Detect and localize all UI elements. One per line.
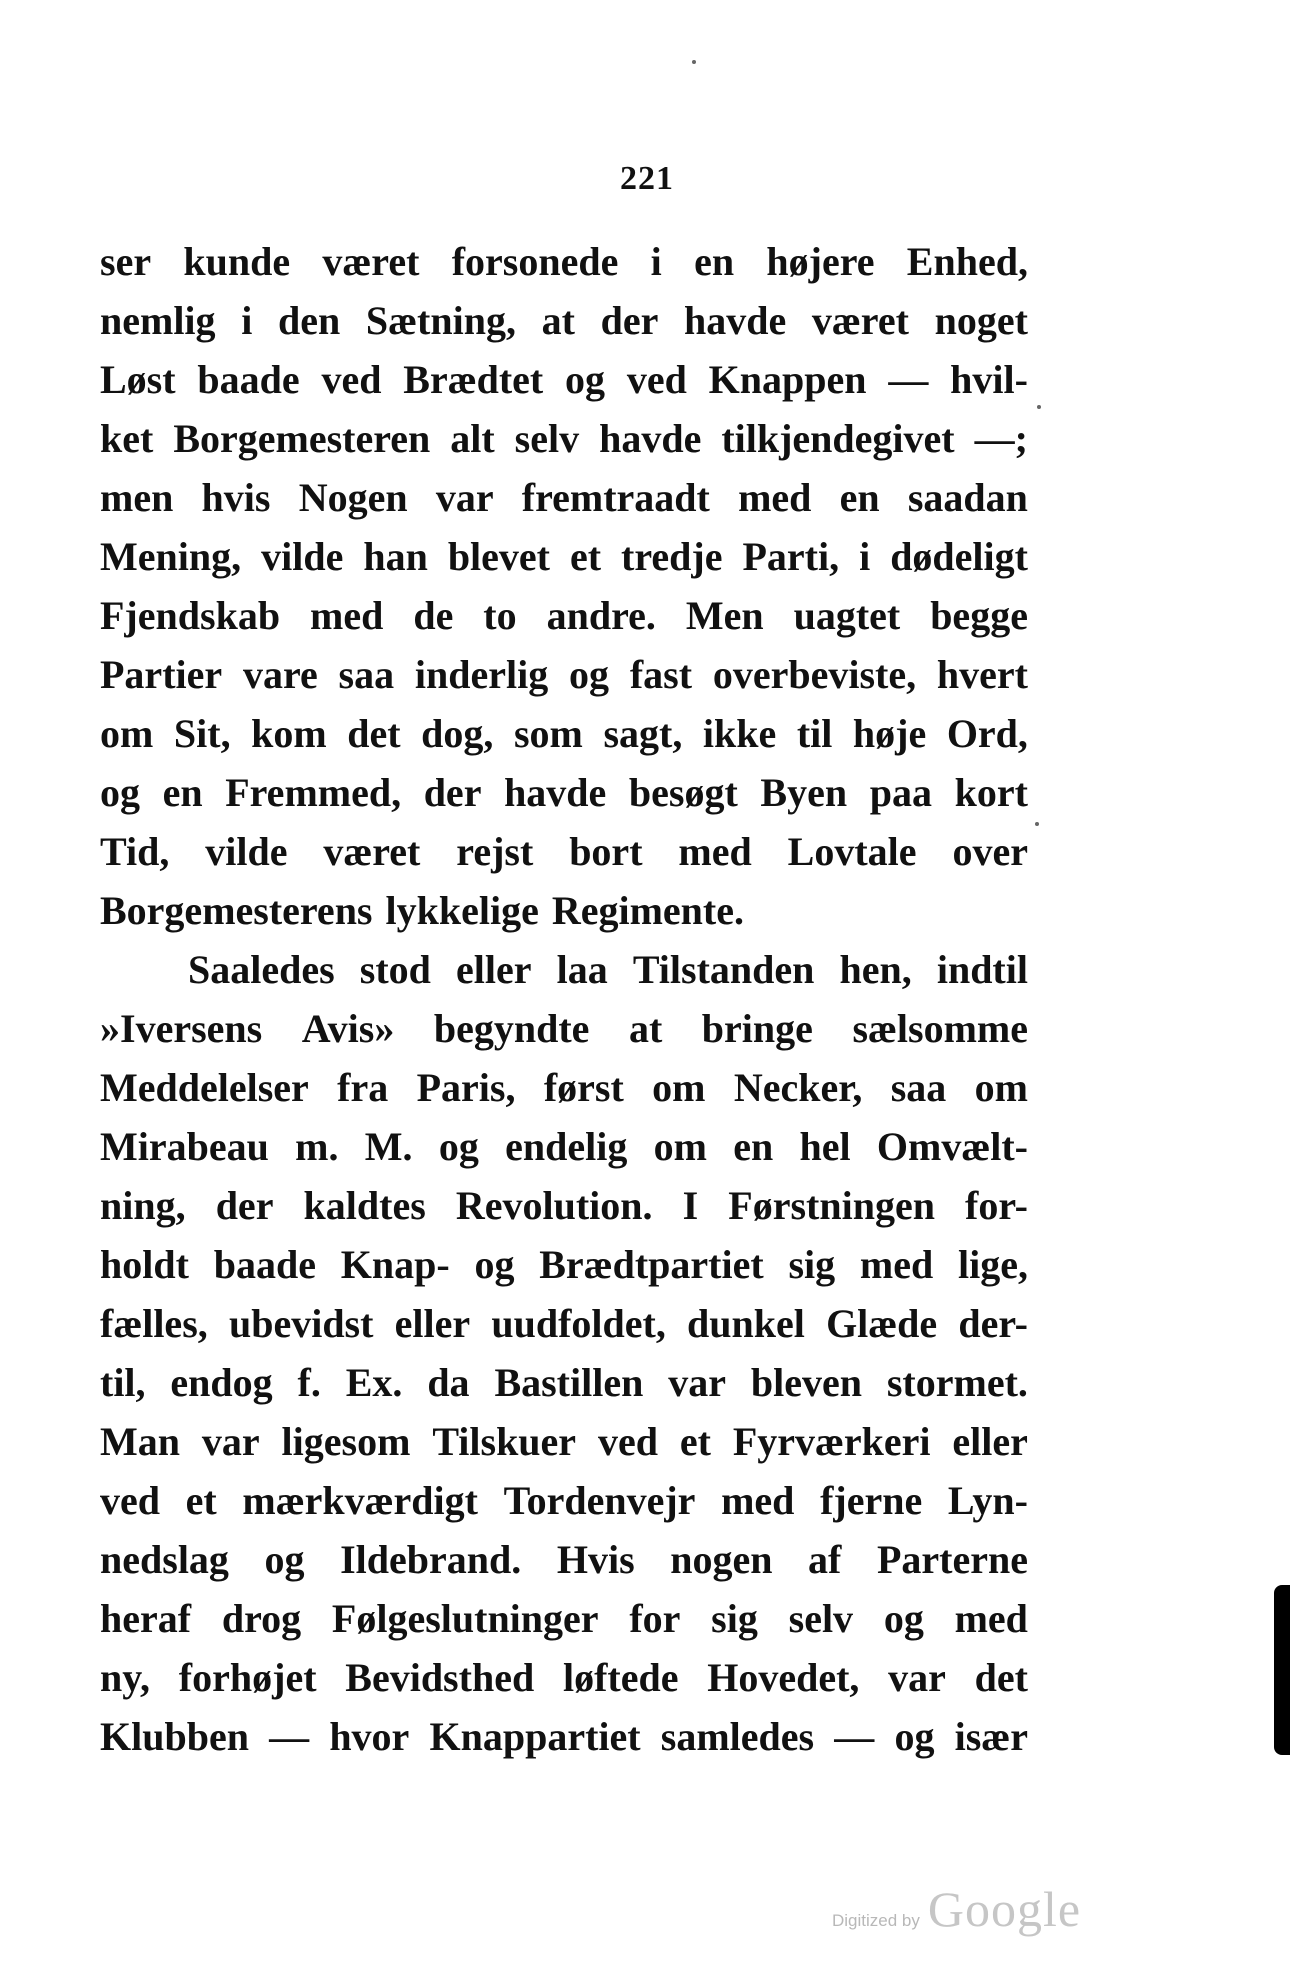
- word: i: [650, 239, 662, 284]
- word: dunkel: [687, 1301, 805, 1346]
- word: to: [483, 593, 517, 638]
- word: andre.: [546, 593, 656, 638]
- text-line: [100, 1707, 1028, 1766]
- word: der: [215, 1183, 274, 1228]
- word: Brædtet: [403, 357, 544, 402]
- text-line: [100, 527, 1028, 586]
- text-line: [100, 350, 1028, 409]
- word: noget: [934, 298, 1028, 343]
- word: Byen: [760, 770, 848, 815]
- text-line: [100, 822, 1028, 881]
- word: over: [952, 829, 1028, 874]
- word: sælsomme: [852, 1006, 1028, 1051]
- word: med: [859, 1242, 934, 1287]
- word: de: [413, 593, 454, 638]
- word: bringe: [701, 1006, 813, 1051]
- digitized-by-label: Digitized by: [832, 1911, 920, 1930]
- text-line: [100, 1530, 1028, 1589]
- word: Fremmed,: [225, 770, 402, 815]
- word: rejst: [456, 829, 534, 874]
- word: lykkelige: [385, 888, 539, 933]
- word: om: [100, 711, 154, 756]
- word: Knap-: [340, 1242, 450, 1287]
- word: ligesom: [281, 1419, 411, 1464]
- word: om: [652, 1065, 706, 1110]
- word: Sit,: [173, 711, 231, 756]
- word: Sætning,: [365, 298, 516, 343]
- word: fra: [337, 1065, 389, 1110]
- word: »Iversens: [100, 1006, 263, 1051]
- word: hel: [799, 1124, 851, 1169]
- word: tilkjendegivet: [721, 416, 955, 461]
- page-edge-mark: [1274, 1585, 1290, 1755]
- word: Fjendskab: [100, 593, 281, 638]
- word: en: [839, 475, 880, 520]
- word: sig: [711, 1596, 758, 1641]
- word: Glæde: [826, 1301, 938, 1346]
- word: kort: [954, 770, 1028, 815]
- text-line: [100, 1294, 1028, 1353]
- text-line: [100, 1176, 1028, 1235]
- word: ket: [100, 416, 154, 461]
- text-line: [100, 468, 1028, 527]
- word: eller: [456, 947, 532, 992]
- word: samledes: [660, 1714, 815, 1759]
- word: var: [435, 475, 494, 520]
- word: Meddelelser: [100, 1065, 309, 1110]
- word: nogen: [670, 1537, 773, 1582]
- word: Bastillen: [494, 1360, 644, 1405]
- word: Lovtale: [787, 829, 917, 874]
- text-line: [100, 409, 1028, 468]
- text-line: [100, 1058, 1028, 1117]
- word: fjerne: [820, 1478, 923, 1523]
- word: men: [100, 475, 174, 520]
- word: Løst: [100, 357, 176, 402]
- word: en: [733, 1124, 774, 1169]
- word: uagtet: [793, 593, 901, 638]
- word: Borgemesterens: [100, 888, 373, 933]
- word: —: [269, 1714, 310, 1759]
- word: stormet.: [886, 1360, 1028, 1405]
- text-line: [100, 999, 1028, 1058]
- text-line: [100, 704, 1028, 763]
- word: kunde: [183, 239, 291, 284]
- word: forhøjet: [178, 1655, 317, 1700]
- word: og: [100, 770, 140, 815]
- word: var: [668, 1360, 726, 1405]
- text-line: [100, 232, 1028, 291]
- word: hvil-: [950, 357, 1028, 402]
- word: der-: [958, 1301, 1028, 1346]
- word: og: [474, 1242, 515, 1287]
- word: det: [347, 711, 401, 756]
- word: for-: [965, 1183, 1028, 1228]
- word: af: [808, 1537, 842, 1582]
- word: med: [678, 829, 752, 874]
- word: en: [694, 239, 735, 284]
- word: drog: [221, 1596, 302, 1641]
- text-line: [100, 586, 1028, 645]
- text-line: [100, 881, 1028, 940]
- word: i: [859, 534, 871, 579]
- word: Knappartiet: [429, 1714, 641, 1759]
- text-line: [100, 763, 1028, 822]
- word: at: [541, 298, 575, 343]
- word: vilde: [261, 534, 344, 579]
- speck: [1035, 822, 1039, 826]
- word: ubevidst: [228, 1301, 374, 1346]
- word: sig: [788, 1242, 836, 1287]
- word: til,: [100, 1360, 146, 1405]
- text-line: [100, 291, 1028, 350]
- word: bort: [569, 829, 643, 874]
- word: Mening,: [100, 534, 242, 579]
- word: holdt: [100, 1242, 189, 1287]
- word: dødeligt: [890, 534, 1028, 579]
- speck: [692, 60, 696, 64]
- word: alt: [450, 416, 495, 461]
- word: der: [423, 770, 482, 815]
- word: og: [569, 652, 610, 697]
- word: overbeviste,: [712, 652, 917, 697]
- word: Tordenvejr: [503, 1478, 696, 1523]
- word: baade: [197, 357, 300, 402]
- word: endog: [170, 1360, 273, 1405]
- word: Revolution.: [455, 1183, 653, 1228]
- word: Paris,: [416, 1065, 516, 1110]
- word: et: [569, 534, 602, 579]
- text-line: [100, 1471, 1028, 1530]
- word: ny,: [100, 1655, 151, 1700]
- word: og: [565, 357, 606, 402]
- word: lige,: [958, 1242, 1028, 1287]
- word: Man: [100, 1419, 180, 1464]
- word: besøgt: [628, 770, 738, 815]
- word: ved: [626, 357, 687, 402]
- word: havde: [599, 416, 702, 461]
- word: med: [721, 1478, 795, 1523]
- word: dog,: [421, 711, 494, 756]
- word: Tilstanden: [632, 947, 815, 992]
- word: Parterne: [876, 1537, 1028, 1582]
- word: bleven: [750, 1360, 862, 1405]
- text-line: [100, 1117, 1028, 1176]
- word: Førstningen: [728, 1183, 935, 1228]
- word: vare: [242, 652, 318, 697]
- word: været: [323, 829, 421, 874]
- word: uudfoldet,: [491, 1301, 666, 1346]
- word: især: [954, 1714, 1028, 1759]
- word: først: [543, 1065, 624, 1110]
- word: med: [954, 1596, 1028, 1641]
- word: om: [974, 1065, 1028, 1110]
- text-line: [100, 1353, 1028, 1412]
- word: da: [427, 1360, 470, 1405]
- word: I: [682, 1183, 699, 1228]
- word: fremtraadt: [521, 475, 710, 520]
- word: forsonede: [451, 239, 619, 284]
- word: ikke: [702, 711, 777, 756]
- word: Fyrværkeri: [732, 1419, 931, 1464]
- word: og: [264, 1537, 305, 1582]
- word: været: [811, 298, 909, 343]
- word: Ildebrand.: [340, 1537, 522, 1582]
- word: for: [629, 1596, 681, 1641]
- word: om: [653, 1124, 707, 1169]
- word: Men: [685, 593, 764, 638]
- word: ning,: [100, 1183, 186, 1228]
- word: ved: [321, 357, 382, 402]
- word: det: [974, 1655, 1028, 1700]
- word: endelig: [505, 1124, 628, 1169]
- word: Knappen: [708, 357, 867, 402]
- word: med: [310, 593, 384, 638]
- word: i: [241, 298, 253, 343]
- word: været: [322, 239, 420, 284]
- word: Bevidsthed: [345, 1655, 535, 1700]
- word: f.: [297, 1360, 321, 1405]
- word: Nogen: [298, 475, 408, 520]
- word: Omvælt-: [876, 1124, 1028, 1169]
- word: og: [894, 1714, 935, 1759]
- word: var: [201, 1419, 260, 1464]
- word: —: [834, 1714, 875, 1759]
- word: saadan: [907, 475, 1028, 520]
- word: han: [363, 534, 428, 579]
- word: stod: [359, 947, 431, 992]
- word: og: [883, 1596, 924, 1641]
- text-line: [100, 645, 1028, 704]
- word: der: [600, 298, 659, 343]
- word: paa: [869, 770, 932, 815]
- word: nemlig: [100, 298, 216, 343]
- word: Følgeslutninger: [331, 1596, 599, 1641]
- word: indtil: [936, 947, 1028, 992]
- word: fælles,: [100, 1301, 208, 1346]
- word: at: [628, 1006, 663, 1051]
- word: Mirabeau: [100, 1124, 269, 1169]
- body-text: [100, 232, 1028, 1766]
- speck: [1037, 405, 1041, 409]
- text-line: [100, 1412, 1028, 1471]
- word: Avis»: [301, 1006, 395, 1051]
- word: løftede: [562, 1655, 679, 1700]
- word: var: [888, 1655, 946, 1700]
- word: Ex.: [345, 1360, 403, 1405]
- word: høje: [852, 711, 927, 756]
- word: et: [679, 1419, 711, 1464]
- word: selv: [788, 1596, 854, 1641]
- word: M.: [364, 1124, 413, 1169]
- word: Regimente.: [551, 888, 744, 933]
- word: laa: [556, 947, 608, 992]
- word: Hvis: [556, 1537, 635, 1582]
- word: begyndte: [433, 1006, 590, 1051]
- word: som: [513, 711, 583, 756]
- text-line: [100, 940, 1028, 999]
- word: Tilskuer: [432, 1419, 577, 1464]
- word: sagt,: [603, 711, 683, 756]
- word: ved: [100, 1478, 160, 1523]
- word: Hovedet,: [707, 1655, 860, 1700]
- word: heraf: [100, 1596, 192, 1641]
- word: havde: [684, 298, 787, 343]
- word: fast: [629, 652, 693, 697]
- word: til: [796, 711, 833, 756]
- word: Parti,: [742, 534, 840, 579]
- word: og: [438, 1124, 479, 1169]
- word: hvert: [936, 652, 1028, 697]
- word: nedslag: [100, 1537, 229, 1582]
- word: ser: [100, 239, 152, 284]
- word: den: [277, 298, 341, 343]
- digitized-watermark: [832, 1880, 1081, 1938]
- word: —;: [974, 416, 1028, 461]
- google-logo: Google: [927, 1881, 1082, 1937]
- text-line: [100, 1589, 1028, 1648]
- word: blevet: [447, 534, 550, 579]
- word: Klubben: [100, 1714, 249, 1759]
- word: vilde: [205, 829, 288, 874]
- word: Partier: [100, 652, 223, 697]
- word: Brædtpartiet: [539, 1242, 764, 1287]
- word: saa: [338, 652, 395, 697]
- word: inderlig: [414, 652, 549, 697]
- word: hvor: [329, 1714, 410, 1759]
- word: et: [185, 1478, 217, 1523]
- word: kom: [251, 711, 327, 756]
- word: saa: [890, 1065, 947, 1110]
- word: Borgemesteren: [173, 416, 431, 461]
- word: Necker,: [733, 1065, 863, 1110]
- word: m.: [295, 1124, 339, 1169]
- word: eller: [394, 1301, 471, 1346]
- page-number: 221: [620, 160, 674, 197]
- word: Saaledes: [188, 947, 335, 992]
- word: hen,: [839, 947, 912, 992]
- word: —: [888, 357, 929, 402]
- text-line: [100, 1235, 1028, 1294]
- word: baade: [213, 1242, 316, 1287]
- word: tredje: [621, 534, 723, 579]
- word: Lyn-: [947, 1478, 1028, 1523]
- word: ved: [597, 1419, 658, 1464]
- word: kaldtes: [303, 1183, 426, 1228]
- text-line: [100, 1648, 1028, 1707]
- word: hvis: [201, 475, 271, 520]
- word: en: [162, 770, 203, 815]
- word: med: [738, 475, 812, 520]
- word: Tid,: [100, 829, 170, 874]
- word: selv: [514, 416, 580, 461]
- word: eller: [952, 1419, 1028, 1464]
- word: mærkværdigt: [242, 1478, 478, 1523]
- word: højere: [766, 239, 875, 284]
- word: havde: [504, 770, 607, 815]
- word: begge: [930, 593, 1028, 638]
- word: Enhed,: [906, 239, 1028, 284]
- word: Ord,: [946, 711, 1028, 756]
